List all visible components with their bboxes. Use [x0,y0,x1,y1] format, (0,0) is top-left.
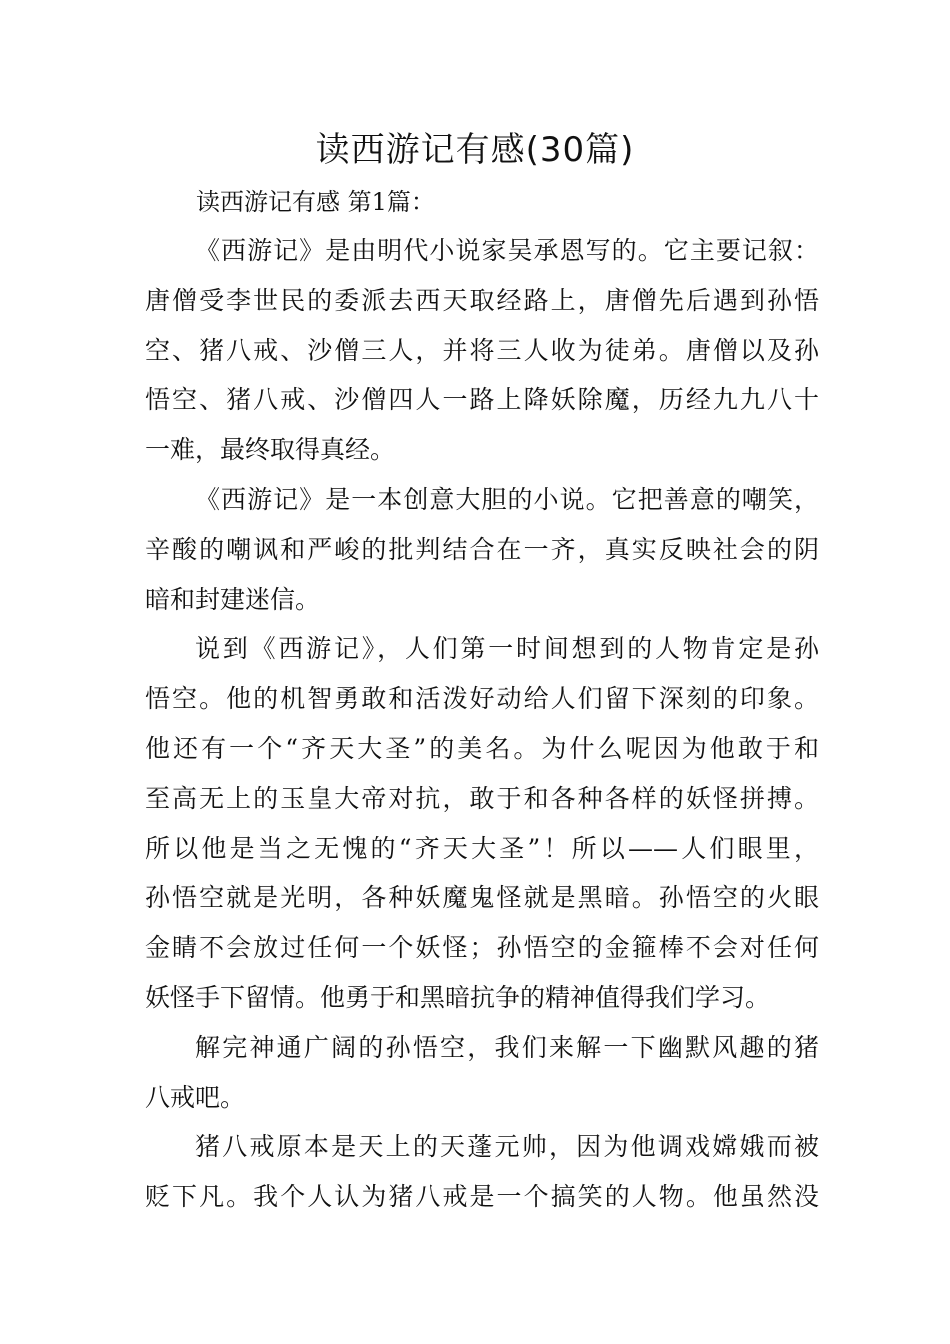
text-line: 至高无上的玉皇大帝对抗，敢于和各种各样的妖怪拼搏。 [145,783,819,813]
text-line: 他还有一个“齐天大圣”的美名。为什么呢因为他敢于和 [145,733,819,763]
text-line: 说到《西游记》，人们第一时间想到的人物肯定是孙 [195,634,819,664]
text-line: 辛酸的嘲讽和严峻的批判结合在一齐，真实反映社会的阴 [145,534,819,564]
text-line: 一难，最终取得真经。 [145,435,396,465]
text-line: 《西游记》是由明代小说家吴承恩写的。它主要记叙： [195,236,819,265]
text-line: 妖怪手下留情。他勇于和黑暗抗争的精神值得我们学习。 [145,982,771,1012]
text-line: 孙悟空就是光明，各种妖魔鬼怪就是黑暗。孙悟空的火眼 [145,883,819,913]
text-line: 《西游记》是一本创意大胆的小说。它把善意的嘲笑， [195,484,819,514]
text-line: 悟空、猪八戒、沙僧四人一路上降妖除魔，历经九九八十 [145,385,819,415]
text-line: 所以他是当之无愧的“齐天大圣”！所以——人们眼里， [145,833,819,863]
text-line: 猪八戒原本是天上的天蓬元帅，因为他调戏嫦娥而被 [195,1132,819,1162]
text-line: 贬下凡。我个人认为猪八戒是一个搞笑的人物。他虽然没 [145,1182,819,1212]
text-line: 唐僧受李世民的委派去西天取经路上，唐僧先后遇到孙悟 [145,285,819,315]
document-title: 读西游记有感(30篇) [315,130,635,170]
text-line: 解完神通广阔的孙悟空，我们来解一下幽默风趣的猪 [195,1032,819,1062]
document-subtitle: 读西游记有感 第1篇： [196,188,435,216]
text-line: 悟空。他的机智勇敢和活泼好动给人们留下深刻的印象。 [145,684,819,714]
document-body [145,226,819,1222]
text-line: 暗和封建迷信。 [145,584,321,614]
text-line: 空、猪八戒、沙僧三人，并将三人收为徒弟。唐僧以及孙 [145,335,819,365]
text-line: 八戒吧。 [145,1082,246,1112]
text-line: 金睛不会放过任何一个妖怪；孙悟空的金箍棒不会对任何 [145,933,819,963]
